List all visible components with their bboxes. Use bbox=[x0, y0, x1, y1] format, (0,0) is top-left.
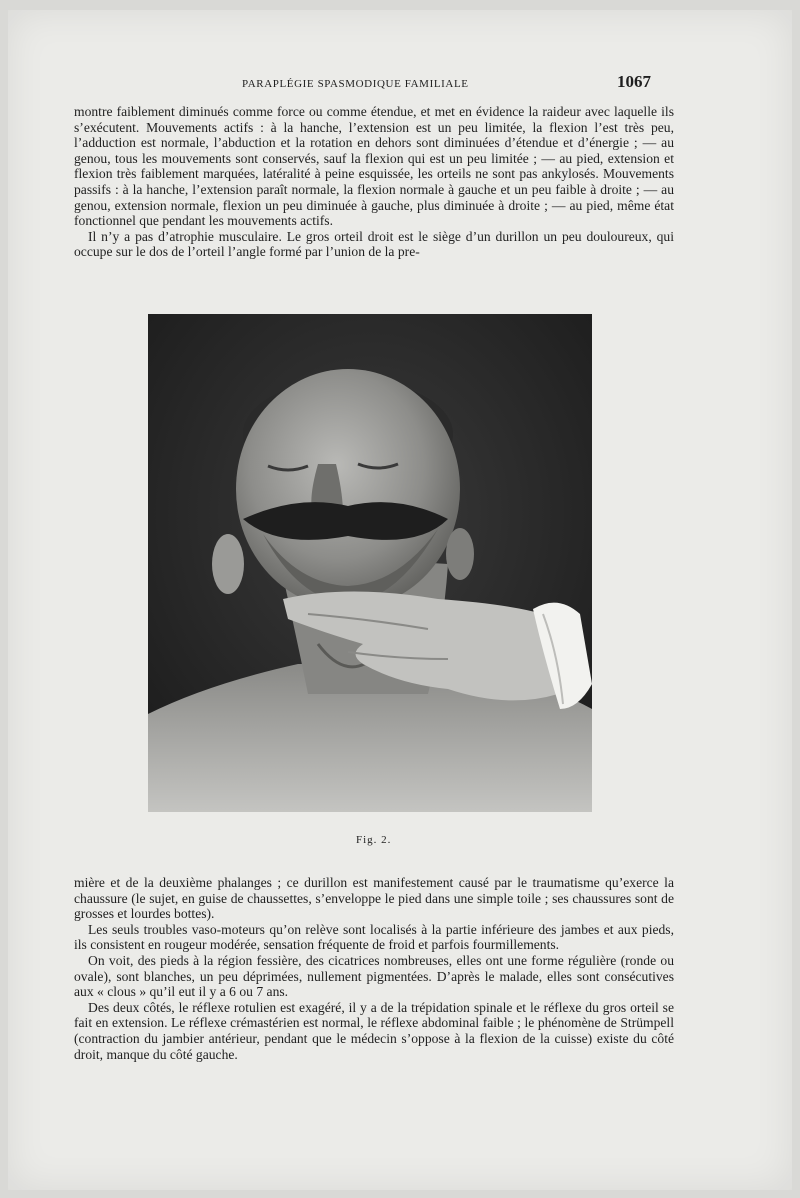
figure-caption: Fig. 2. bbox=[356, 834, 392, 846]
patient-photograph bbox=[148, 314, 592, 812]
running-title: PARAPLÉGIE SPASMODIQUE FAMILIALE bbox=[242, 78, 469, 90]
paragraph: Des deux côtés, le réflexe rotulien est exagéré, il y a de la trépidation spinale et le réflexe du gros orteil se fait en extension. Le réflexe crémastérien est normal, le réflexe abdominal faible ; le phénomène de Strümpell (contraction du jambier antérieur, pendant que le médecin s’oppose à la flexion de la cuisse) existe du côté droit, manque du côté gauche. bbox=[74, 999, 674, 1062]
paragraph: Les seuls troubles vaso-moteurs qu’on relève sont localisés à la partie inférieure des jambes et aux pieds, ils consistent en rougeur modérée, sensation fréquente de froid et parfois fourmillements. bbox=[74, 921, 674, 953]
paragraph: montre faiblement diminués comme force ou comme étendue, et met en évidence la raideur avec laquelle ils s’exécutent. Mouvements actifs : à la hanche, l’extension est un peu limitée, la flexion l’est très peu, l’adduction est normale, l’abduction et la rotation en dehors sont diminuées d’étendue et d’énergie ; — au genou, tous les mouvements sont conservés, sauf la flexion qui est un peu limitée ; — au pied, extension et flexion très faiblement marquées, latéralité à peine esquissée, les orteils ne sont pas ankylosés. Mouvements passifs : à la hanche, l’extension paraît normale, la flexion normale à gauche et un peu faible à droite ; — au genou, extension normale, flexion un peu diminuée à gauche, plus diminuée à droite ; — au pied, même état fonctionnel que pendant les mouvements actifs. bbox=[74, 104, 674, 229]
photograph-figure bbox=[148, 314, 592, 812]
paragraph: mière et de la deuxième phalanges ; ce durillon est manifestement causé par le traumatisme qu’exerce la chaussure (le sujet, en guise de chaussettes, s’enveloppe le pied dans une simple toile ; ses chaussures sont de grosses et lourdes bottes). bbox=[74, 875, 674, 922]
page-number: 1067 bbox=[617, 72, 651, 91]
paragraph: On voit, des pieds à la région fessière, des cicatrices nombreuses, elles ont une forme régulière (ronde ou ovale), sont blanches, un peu déprimées, nullement pigmentées. D’après le malade, elles sont consécutives aux « clous » qu’il eut il y a 6 ou 7 ans. bbox=[74, 952, 674, 1000]
paragraph: Il n’y a pas d’atrophie musculaire. Le gros orteil droit est le siège d’un durillon un peu douloureux, qui occupe sur le dos de l’orteil l’angle formé par l’union de la pre- bbox=[74, 228, 674, 260]
body-text-bottom bbox=[74, 875, 674, 1062]
body-text-top bbox=[74, 104, 674, 260]
